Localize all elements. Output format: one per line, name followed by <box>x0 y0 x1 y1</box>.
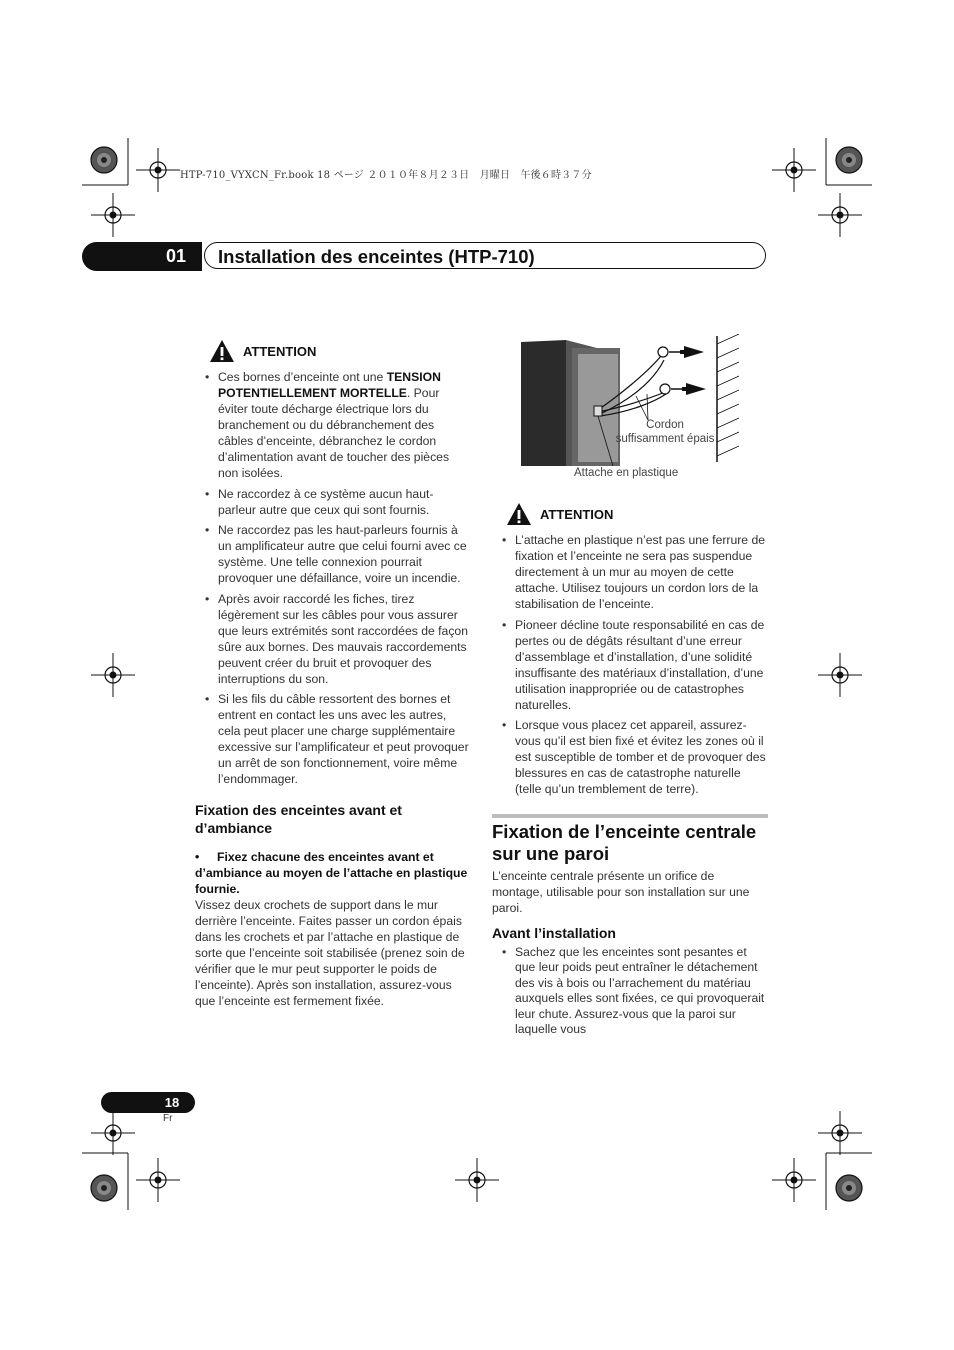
before-install-list <box>492 945 768 1038</box>
fixation-body: Vissez deux crochets de support dans le mur derrière l’enceinte. Faites passer un cordon épais dans les crochets et par l’attache en plastique de sorte que l’enceinte soit stabilisée (prenez soin de vérifier que le mur peut supporter le poids de l’enceinte). Après son installation, assurez-vous que l’enceinte est fermement fixée. <box>195 898 465 1008</box>
attention-list <box>492 532 768 797</box>
warning-icon <box>506 502 532 526</box>
before-install-heading: Avant l’installation <box>492 924 616 941</box>
fixation-front-heading: Fixation des enceintes avant et d’ambiance <box>195 802 402 836</box>
page-number: 18 <box>164 1095 180 1110</box>
list-item: • Si les fils du câble ressortent des bornes et entrent en contact les uns avec les autres, cela peut placer une charge supplémentaire excessive sur l’amplificateur et peut provoquer un arrêt de son fonctionnement, voire même l’endommager. <box>195 691 470 787</box>
list-item: • Ne raccordez à ce système aucun haut-parleur autre que ceux qui sont fournis. <box>195 486 470 518</box>
list-item: • Ne raccordez pas les haut-parleurs fournis à un amplificateur autre que celui fourni avec ce système. Une telle connexion pourrait provoquer une défaillance, voire un incendie. <box>195 522 470 586</box>
figure-label-cord: Cordon suffisamment épais <box>615 419 715 445</box>
list-item: • Pioneer décline toute responsabilité en cas de pertes ou de dégâts résultant d’une erreur d’assemblage et d’installation, d’une solidité insuffisante des matériaux d’installation, d’une utilisation inappropriée ou de catastrophes naturelles. <box>492 617 768 713</box>
print-header: HTP-710_VYXCN_Fr.book 18 ページ ２０１０年８月２３日 月曜日 午後６時３７分 <box>180 170 592 181</box>
attention-header <box>506 500 768 528</box>
left-column <box>195 337 470 1009</box>
list-item: • Ces bornes d’enceinte ont une TENSION POTENTIELLEMENT MORTELLE. Pour éviter toute décharge électrique lors du branchement ou du débranchement des câbles d’enceinte, débranchez le cordon d’alimentation avant de toucher des pièces non isolées. <box>195 369 470 481</box>
attention-list <box>195 369 470 787</box>
list-item: • Sachez que les enceintes sont pesantes et que leur poids peut entraîner le détachement des vis à bois ou l’arrachement du matériau auxquels elles sont fixées, ce qui provoquerait leur chute. Assurez-vous que la paroi sur laquelle vous <box>492 945 768 1038</box>
section-title: Fixation de l’enceinte centrale sur une paroi <box>492 820 757 864</box>
section-intro: L’enceinte centrale présente un orifice de montage, utilisable pour son installation sur une paroi. <box>492 868 750 915</box>
speaker-mount-figure <box>518 334 744 482</box>
section-rule <box>492 814 768 818</box>
list-item: • L’attache en plastique n’est pas une ferrure de fixation et l’enceinte ne sera pas suspendue directement à un mur au moyen de cette attache. Utilisez toujours un cordon lors de la stabilisation de l’enceinte. <box>492 532 768 612</box>
list-item: • Lorsque vous placez cet appareil, assurez-vous qu’il est bien fixé et évitez les zones où il est susceptible de tomber et de provoquer des blessures en cas de catastrophe naturelle (telle qu’un tremblement de terre). <box>492 717 768 797</box>
figure-label-tie: Attache en plastique <box>574 467 679 479</box>
instruction-step: • Fixez chacune des enceintes avant et d’ambiance au moyen de l’attache en plastique fournie. <box>195 850 468 896</box>
attention-header <box>209 337 470 365</box>
chapter-number: 01 <box>165 246 187 266</box>
page-language: Fr <box>163 1113 173 1124</box>
attention-label: ATTENTION <box>243 343 317 359</box>
list-item: • Après avoir raccordé les fiches, tirez légèrement sur les câbles pour vous assurer que leurs extrémités sont raccordées de façon sûre aux bornes. Des mauvais raccordements peuvent créer du bruit et provoquer des interruptions du son. <box>195 591 470 687</box>
warning-icon <box>209 339 235 363</box>
chapter-title: Installation des enceintes (HTP-710) <box>218 246 535 267</box>
attention-label: ATTENTION <box>540 506 614 522</box>
right-column <box>492 500 768 1042</box>
